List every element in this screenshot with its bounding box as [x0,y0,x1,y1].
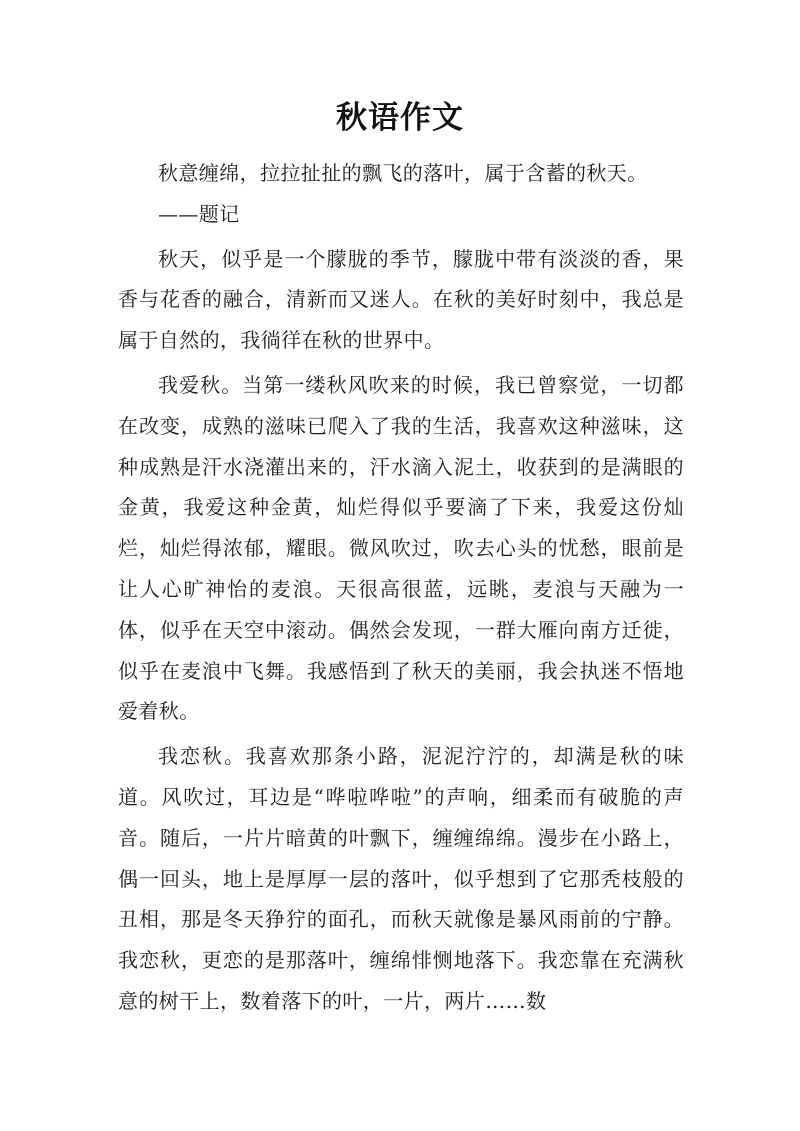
opening-paragraph: 秋意缠绵，拉拉扯扯的飘飞的落叶，属于含蓄的秋天。 [158,161,648,185]
paragraph-1: 秋天，似乎是一个朦胧的季节，朦胧中带有淡淡的香，果香与花香的融合，清新而又迷人。在秋的美好时刻中，我总是属于自然的，我徜徉在秋的世界中。 [118,246,684,353]
document-title: 秋语作文 [336,100,464,136]
paragraph-2: 我爱秋。当第一缕秋风吹来的时候，我已曾察觉，一切都在改变，成熟的滋味已爬入了我的生活，我喜欢这种滋味，这种成熟是汗水浇灌出来的，汗水滴入泥土，收获到的是满眼的金黄，我爱这种金黄，灿烂得似乎要滴了下来，我爱这份灿烂，灿烂得浓郁，耀眼。微风吹过，吹去心头的忧愁，眼前是让人心旷神怡的麦浪。天很高很蓝，远眺，麦浪与天融为一体，似乎在天空中滚动。偶然会发现，一群大雁向南方迁徙，似乎在麦浪中飞舞。我感悟到了秋天的美丽，我会执迷不悟地爱着秋。 [118,372,684,724]
document-body [118,153,684,1022]
inscription-line: ——题记 [158,201,240,226]
paragraph-3: 我恋秋。我喜欢那条小路，泥泥泞泞的，却满是秋的味道。风吹过，耳边是“哗啦哗啦”的声响，细柔而有破脆的声音。随后，一片片暗黄的叶飘下，缠缠绵绵。漫步在小路上，偶一回头，地上是厚厚一层的落叶，似乎想到了它那秃枝般的丑相，那是冬天狰狞的面孔，而秋天就像是暴风雨前的宁静。我恋秋，更恋的是那落叶，缠绵悱恻地落下。我恋靠在充满秋意的树干上，数着落下的叶，一片，两片……数 [118,744,684,1013]
